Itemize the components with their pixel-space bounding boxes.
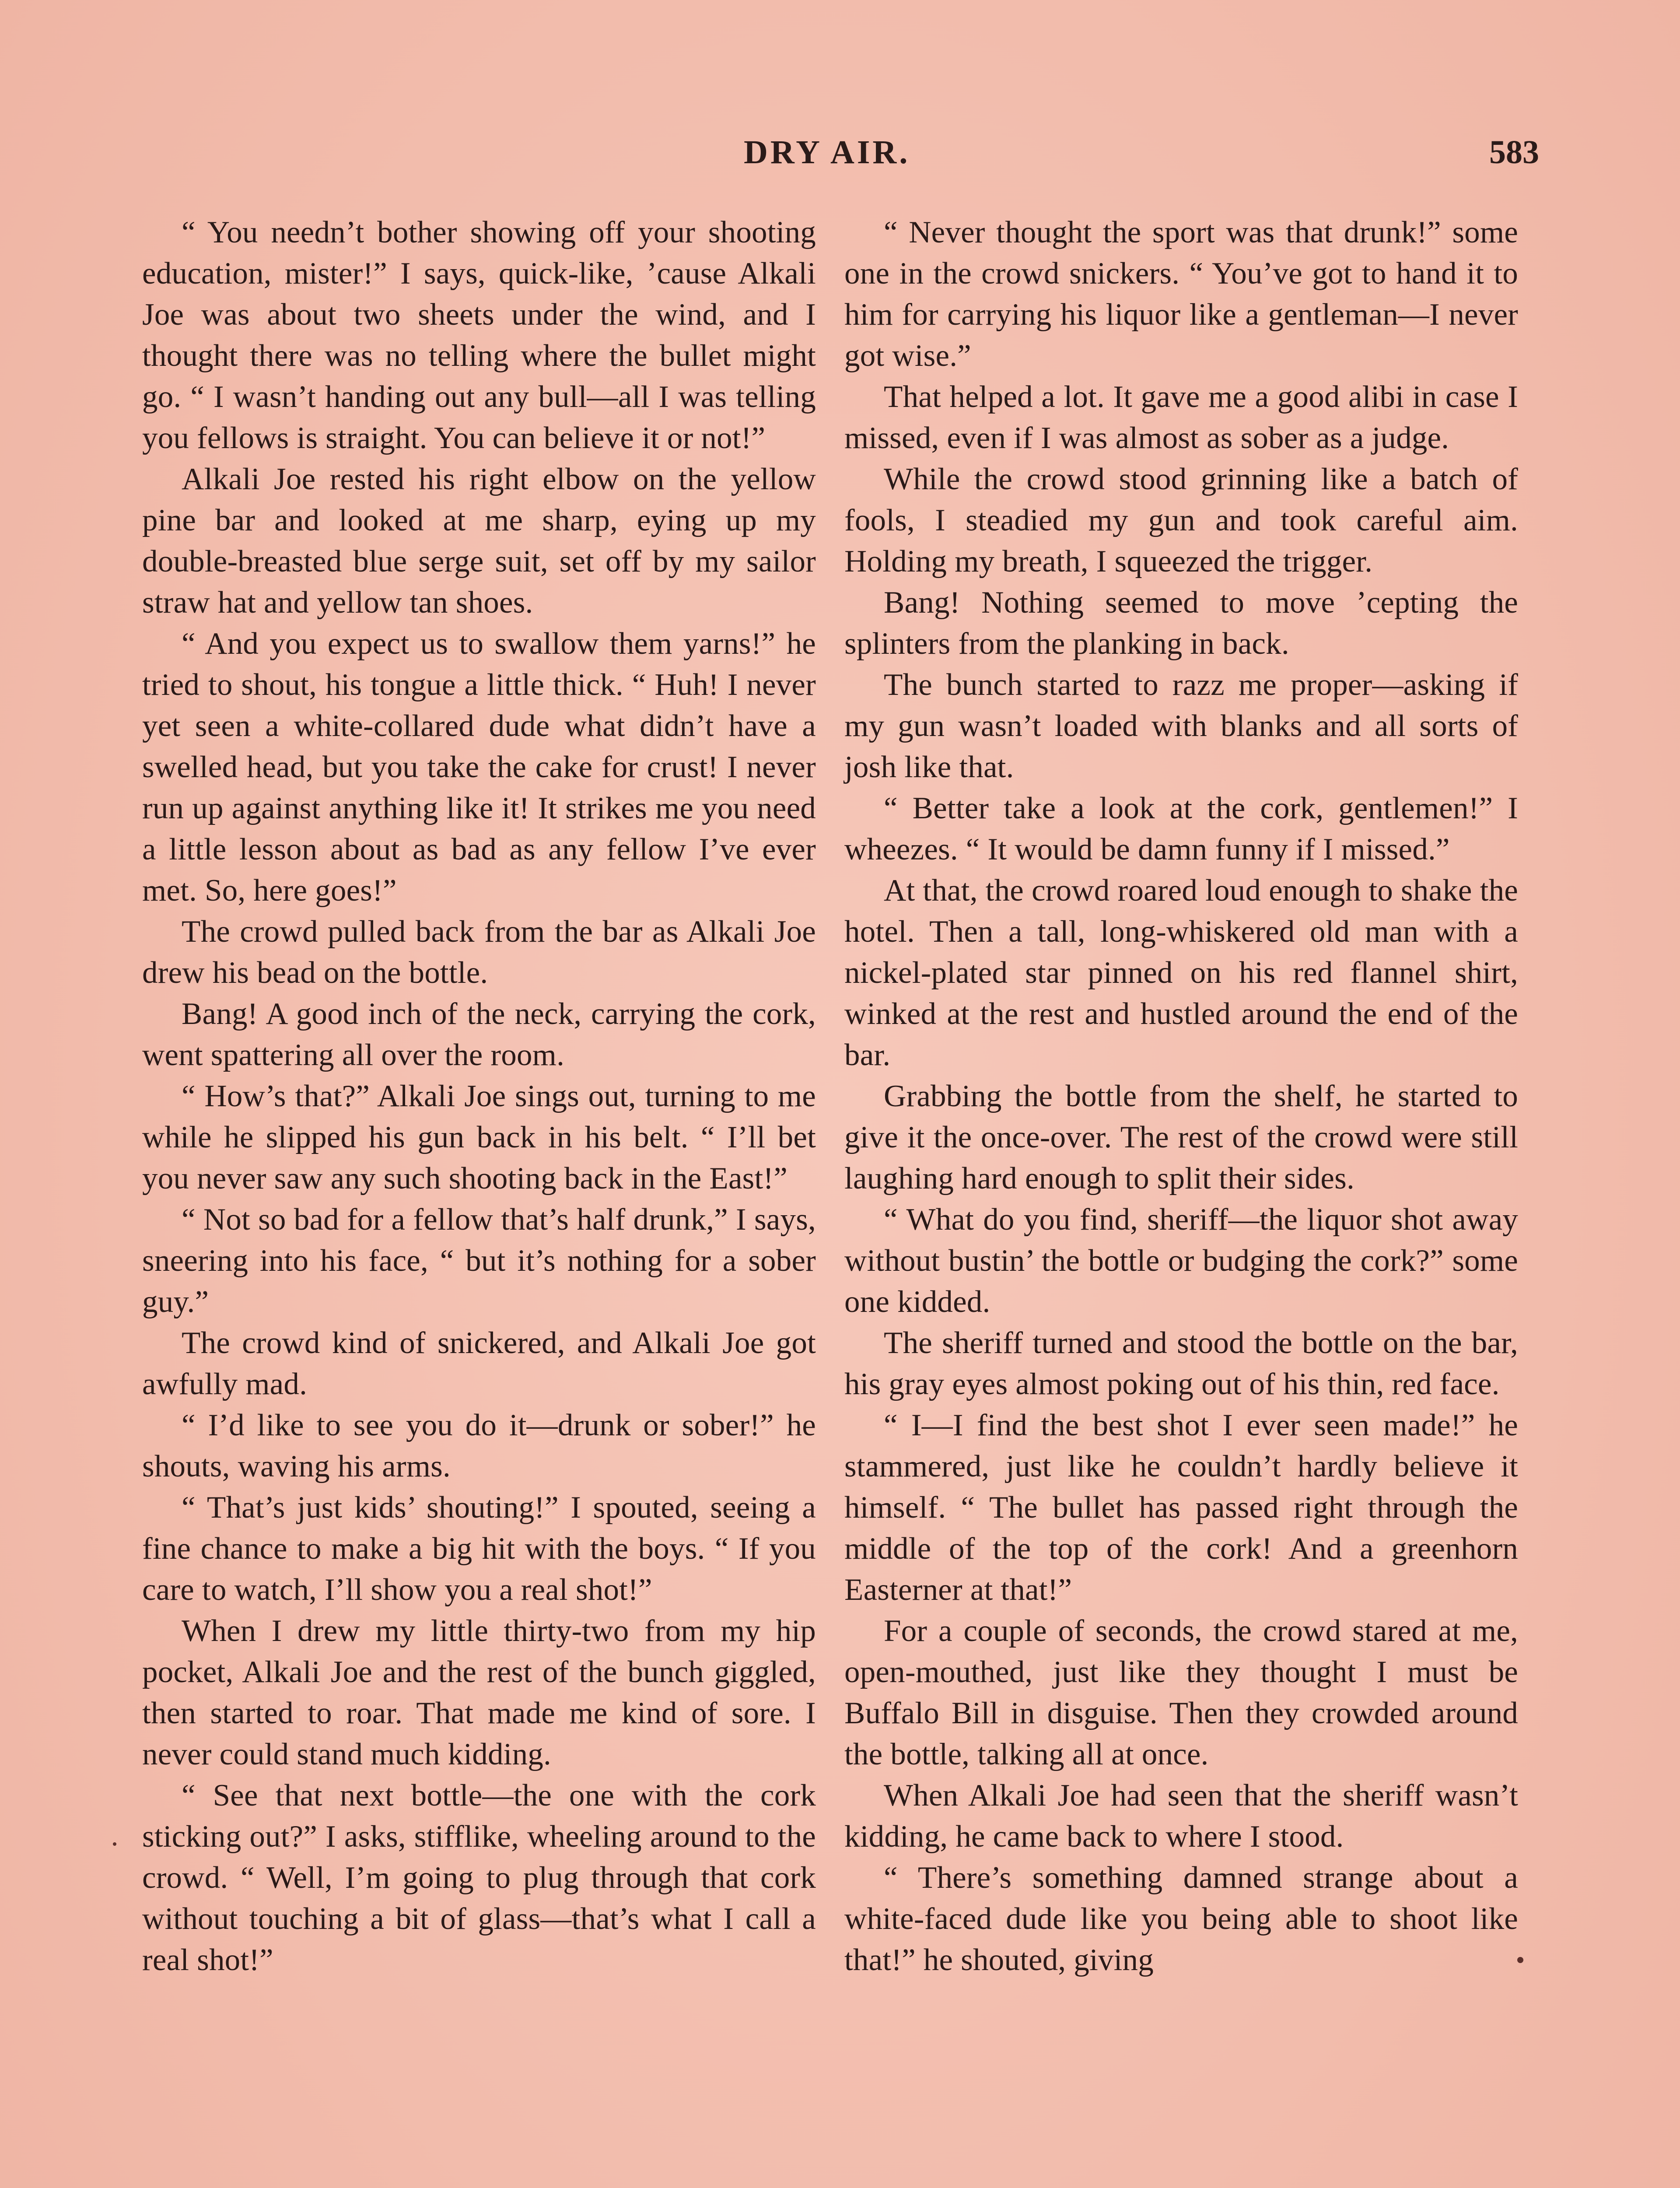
running-title: DRY AIR. bbox=[744, 134, 910, 171]
paragraph: “ And you expect us to swallow them yarns!” he tried to shout, his tongue a little thick. “ Huh! I never yet seen a white-collared dude what didn’t have a swelled head, but you take the cake for crust! I never run up against anything like it! It strikes me you need a little lesson about as bad as any fellow I’ve ever met. So, here goes!” bbox=[142, 627, 816, 908]
right-column bbox=[844, 212, 1518, 1981]
paragraph: “ There’s something damned strange about a white-faced dude like you being able to shoot like that!” he shouted, giving bbox=[844, 1861, 1518, 1977]
running-header bbox=[0, 133, 1680, 177]
left-column bbox=[142, 212, 816, 1981]
paragraph: The crowd kind of snickered, and Alkali Joe got awfully mad. bbox=[142, 1326, 816, 1401]
paragraph: The crowd pulled back from the bar as Alkali Joe drew his bead on the bottle. bbox=[142, 915, 816, 990]
paragraph: “ Never thought the sport was that drunk!” some one in the crowd snickers. “ You’ve got to hand it to him for carrying his liquor like a gentleman—I never got wise.” bbox=[844, 215, 1518, 373]
paragraph: Bang! A good inch of the neck, carrying the cork, went spattering all over the room. bbox=[142, 997, 816, 1072]
paragraph: Alkali Joe rested his right elbow on the yellow pine bar and looked at me sharp, eying up my double-breasted blue serge suit, set off by my sailor straw hat and yellow tan shoes. bbox=[142, 462, 816, 620]
paragraph: While the crowd stood grinning like a batch of fools, I steadied my gun and took careful aim. Holding my breath, I squeezed the trigger. bbox=[844, 462, 1518, 579]
page-number: 583 bbox=[1489, 134, 1539, 171]
paragraph: When Alkali Joe had seen that the sheriff wasn’t kidding, he came back to where I stood. bbox=[844, 1778, 1518, 1854]
paragraph: “ I’d like to see you do it—drunk or sober!” he shouts, waving his arms. bbox=[142, 1408, 816, 1483]
paragraph: “ Not so bad for a fellow that’s half drunk,” I says, sneering into his face, “ but it’s nothing for a sober guy.” bbox=[142, 1203, 816, 1319]
paragraph: “ How’s that?” Alkali Joe sings out, turning to me while he slipped his gun back in his belt. “ I’ll bet you never saw any such shooting back in the East!” bbox=[142, 1079, 816, 1196]
paper-speck bbox=[113, 1842, 116, 1846]
paragraph: When I drew my little thirty-two from my hip pocket, Alkali Joe and the rest of the bunch giggled, then started to roar. That made me kind of sore. I never could stand much kidding. bbox=[142, 1614, 816, 1771]
paragraph: “ What do you find, sheriff—the liquor shot away without bustin’ the bottle or budging the cork?” some one kidded. bbox=[844, 1203, 1518, 1319]
paragraph: For a couple of seconds, the crowd stared at me, open-mouthed, just like they thought I must be Buffalo Bill in disguise. Then they crowded around the bottle, talking all at once. bbox=[844, 1614, 1518, 1771]
paragraph: Grabbing the bottle from the shelf, he started to give it the once-over. The rest of the crowd were still laughing hard enough to split their sides. bbox=[844, 1079, 1518, 1196]
paragraph: “ That’s just kids’ shouting!” I spouted, seeing a fine chance to make a big hit with the boys. “ If you care to watch, I’ll show you a real shot!” bbox=[142, 1490, 816, 1607]
paragraph: “ Better take a look at the cork, gentlemen!” I wheezes. “ It would be damn funny if I missed.” bbox=[844, 791, 1518, 866]
paragraph: At that, the crowd roared loud enough to shake the hotel. Then a tall, long-whiskered old man with a nickel-plated star pinned on his red flannel shirt, winked at the rest and hustled around the end of the bar. bbox=[844, 873, 1518, 1072]
paragraph: “ You needn’t bother showing off your shooting education, mister!” I says, quick-like, ’cause Alkali Joe was about two sheets under the wind, and I thought there was no telling where the bullet might go. “ I wasn’t handing out any bull—all I was telling you fellows is straight. You can believe it or not!” bbox=[142, 215, 816, 455]
paragraph: The sheriff turned and stood the bottle on the bar, his gray eyes almost poking out of his thin, red face. bbox=[844, 1326, 1518, 1401]
paragraph: The bunch started to razz me proper—asking if my gun wasn’t loaded with blanks and all sorts of josh like that. bbox=[844, 668, 1518, 784]
paper-speck bbox=[1517, 1957, 1523, 1963]
paragraph: “ I—I find the best shot I ever seen made!” he stammered, just like he couldn’t hardly believe it himself. “ The bullet has passed right through the middle of the top of the cork! And a greenhorn Easterner at that!” bbox=[844, 1408, 1518, 1607]
paragraph: Bang! Nothing seemed to move ’cepting the splinters from the planking in back. bbox=[844, 586, 1518, 661]
paragraph: That helped a lot. It gave me a good alibi in case I missed, even if I was almost as sober as a judge. bbox=[844, 380, 1518, 455]
paragraph: “ See that next bottle—the one with the cork sticking out?” I asks, stifflike, wheeling around to the crowd. “ Well, I’m going to plug through that cork without touching a bit of glass—that’s what I call a real shot!” bbox=[142, 1778, 816, 1977]
